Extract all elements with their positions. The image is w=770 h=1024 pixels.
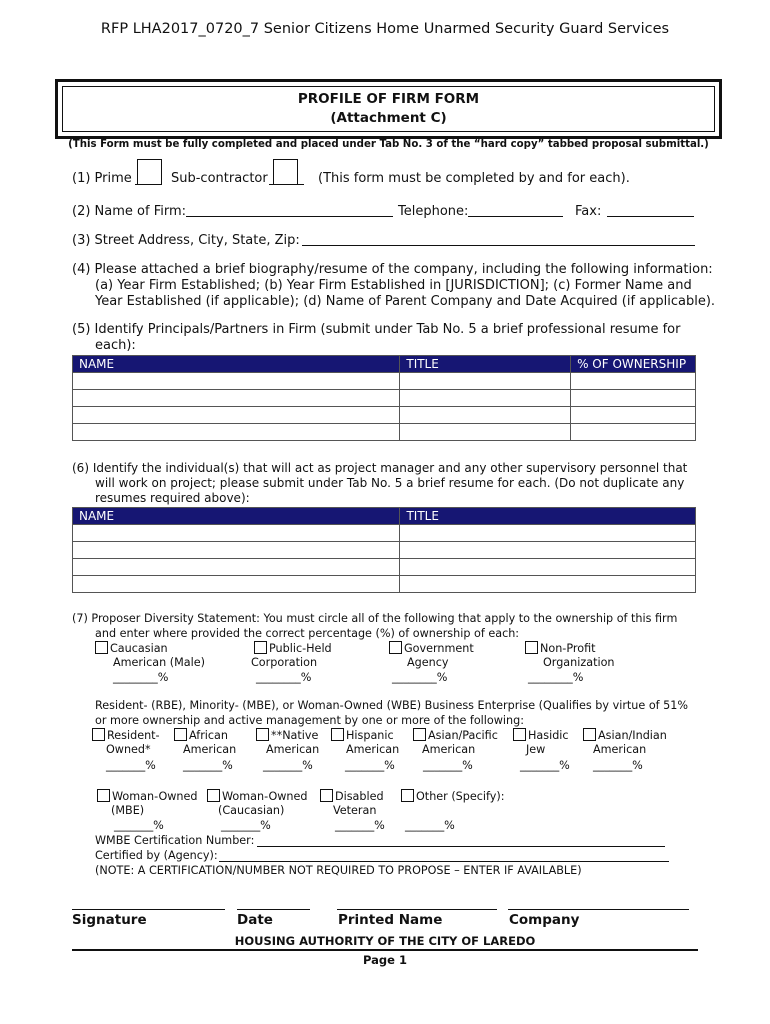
- q7-para2: or more ownership and active management by one or more of the following:: [95, 714, 524, 727]
- cert-number-field[interactable]: [257, 846, 665, 847]
- q1-hint: (This form must be completed by and for each).: [318, 171, 630, 186]
- q1-prime-label: (1) Prime: [72, 171, 132, 186]
- q5-line2: each):: [95, 338, 136, 353]
- option-hispanic-american[interactable]: Hispanic: [331, 728, 394, 742]
- table-row[interactable]: [73, 542, 696, 559]
- personnel-header-row: [73, 508, 696, 525]
- company-label: Company: [509, 912, 580, 928]
- company-line[interactable]: [508, 909, 689, 910]
- pct-field[interactable]: ________%: [528, 671, 584, 684]
- date-line[interactable]: [237, 909, 310, 910]
- form-subtitle: (Attachment C): [330, 110, 447, 126]
- pct-field[interactable]: _______%: [183, 759, 233, 772]
- option-public-held[interactable]: Public-Held: [254, 641, 332, 655]
- q1-sub-label: Sub-contractor: [171, 171, 268, 186]
- telephone-field[interactable]: [468, 216, 563, 217]
- checkbox[interactable]: [513, 728, 526, 741]
- option-disabled-veteran[interactable]: Disabled: [320, 789, 384, 803]
- q7-para1: Resident- (RBE), Minority- (MBE), or Woman-Owned (WBE) Business Enterprise (Qualifies by virtue of 51%: [95, 699, 689, 712]
- checkbox[interactable]: [583, 728, 596, 741]
- page-number: Page 1: [363, 953, 407, 967]
- checkbox[interactable]: [256, 728, 269, 741]
- table-row[interactable]: [73, 525, 696, 542]
- checkbox[interactable]: [92, 728, 105, 741]
- principals-table: [72, 355, 696, 441]
- option-african-american[interactable]: African: [174, 728, 228, 742]
- option-asian-pacific-american[interactable]: Asian/Pacific: [413, 728, 498, 742]
- checkbox[interactable]: [254, 641, 267, 654]
- principals-header-row: [73, 356, 696, 373]
- column-header: TITLE: [400, 508, 696, 525]
- checkbox[interactable]: [95, 641, 108, 654]
- form-title: PROFILE OF FIRM FORM: [297, 91, 480, 107]
- q2-fax-label: Fax:: [575, 204, 602, 219]
- checkbox[interactable]: [413, 728, 426, 741]
- pct-field[interactable]: _______%: [423, 759, 473, 772]
- pct-field[interactable]: _______%: [114, 819, 164, 832]
- column-header: % OF OWNERSHIP: [571, 356, 696, 373]
- pct-field[interactable]: ________%: [392, 671, 448, 684]
- checkbox[interactable]: [401, 789, 414, 802]
- certified-by-field[interactable]: [219, 861, 669, 862]
- firm-name-field[interactable]: [186, 216, 393, 217]
- table-row[interactable]: [73, 576, 696, 593]
- subcontractor-checkbox[interactable]: [273, 159, 298, 184]
- address-field[interactable]: [302, 245, 695, 246]
- q4-line2: (a) Year Firm Established; (b) Year Firm Established in [JURISDICTION]; (c) Former Name and: [95, 278, 692, 293]
- printed-name-label: Printed Name: [338, 912, 443, 928]
- signature-line[interactable]: [72, 909, 225, 910]
- column-header: NAME: [73, 356, 400, 373]
- pct-field[interactable]: _______%: [520, 759, 570, 772]
- pct-field[interactable]: _______%: [106, 759, 156, 772]
- table-row[interactable]: [73, 390, 696, 407]
- q7-line1: (7) Proposer Diversity Statement: You must circle all of the following that apply to the ownership of this firm: [72, 612, 678, 625]
- checkbox[interactable]: [207, 789, 220, 802]
- q5-line1: (5) Identify Principals/Partners in Firm (submit under Tab No. 5 a brief professional resume for: [72, 322, 681, 337]
- fax-field[interactable]: [607, 216, 694, 217]
- signature-label: Signature: [72, 912, 147, 928]
- option-asian-indian-american[interactable]: Asian/Indian: [583, 728, 667, 742]
- column-header: NAME: [73, 508, 400, 525]
- column-header: TITLE: [400, 356, 571, 373]
- pct-field[interactable]: ________%: [113, 671, 169, 684]
- document-header: RFP LHA2017_0720_7 Senior Citizens Home Unarmed Security Guard Services: [100, 21, 670, 37]
- q4-line1: (4) Please attached a brief biography/resume of the company, including the following information:: [72, 262, 713, 277]
- personnel-table: [72, 507, 696, 593]
- pct-field[interactable]: _______%: [593, 759, 643, 772]
- q7-line2: and enter where provided the correct percentage (%) of ownership of each:: [95, 627, 520, 640]
- table-row[interactable]: [73, 559, 696, 576]
- q6-line1: (6) Identify the individual(s) that will act as project manager and any other supervisory personnel that: [72, 461, 688, 475]
- option-other-specify[interactable]: Other (Specify):: [401, 789, 505, 803]
- table-row[interactable]: [73, 424, 696, 441]
- printed-name-line[interactable]: [337, 909, 497, 910]
- checkbox[interactable]: [97, 789, 110, 802]
- checkbox[interactable]: [320, 789, 333, 802]
- form-note: (This Form must be fully completed and placed under Tab No. 3 of the “hard copy” tabbed proposal submittal.): [68, 139, 709, 150]
- table-row[interactable]: [73, 407, 696, 424]
- date-label: Date: [237, 912, 273, 928]
- q4-line3: Year Established (if applicable); (d) Name of Parent Company and Date Acquired (if applicable).: [95, 294, 716, 309]
- pct-field[interactable]: _______%: [263, 759, 313, 772]
- option-government[interactable]: Government: [389, 641, 474, 655]
- footer-rule: [72, 949, 698, 951]
- q6-line2: will work on project; please submit under Tab No. 5 a brief resume for each. (Do not duplicate any: [95, 476, 685, 490]
- q2-telephone-label: Telephone:: [398, 204, 469, 219]
- pct-field[interactable]: _______%: [405, 819, 455, 832]
- footer-org: HOUSING AUTHORITY OF THE CITY OF LAREDO: [234, 934, 536, 948]
- checkbox[interactable]: [331, 728, 344, 741]
- option-hasidic-jew[interactable]: Hasidic: [513, 728, 569, 742]
- q6-line3: resumes required above):: [95, 491, 250, 505]
- q3-address-label: (3) Street Address, City, State, Zip:: [72, 233, 300, 248]
- certified-by-label: Certified by (Agency):: [95, 849, 218, 862]
- option-woman-owned-caucasian[interactable]: Woman-Owned: [207, 789, 307, 803]
- cert-number-label: WMBE Certification Number:: [95, 834, 255, 847]
- checkbox[interactable]: [174, 728, 187, 741]
- pct-field[interactable]: _______%: [335, 819, 385, 832]
- table-row[interactable]: [73, 373, 696, 390]
- cert-note: (NOTE: A CERTIFICATION/NUMBER NOT REQUIRED TO PROPOSE – ENTER IF AVAILABLE): [95, 864, 582, 877]
- option-non-profit[interactable]: Non-Profit: [525, 641, 596, 655]
- option-woman-owned-mbe[interactable]: Woman-Owned: [97, 789, 197, 803]
- option-native-american[interactable]: **Native: [256, 728, 318, 742]
- pct-field[interactable]: _______%: [345, 759, 395, 772]
- title-frame: [55, 79, 722, 139]
- pct-field[interactable]: _______%: [221, 819, 271, 832]
- option-caucasian[interactable]: Caucasian: [95, 641, 168, 655]
- pct-field[interactable]: ________%: [256, 671, 312, 684]
- option-resident-owned[interactable]: Resident-: [92, 728, 160, 742]
- checkbox[interactable]: [525, 641, 538, 654]
- checkbox[interactable]: [389, 641, 402, 654]
- q2-name-label: (2) Name of Firm:: [72, 204, 186, 219]
- prime-checkbox[interactable]: [137, 159, 162, 184]
